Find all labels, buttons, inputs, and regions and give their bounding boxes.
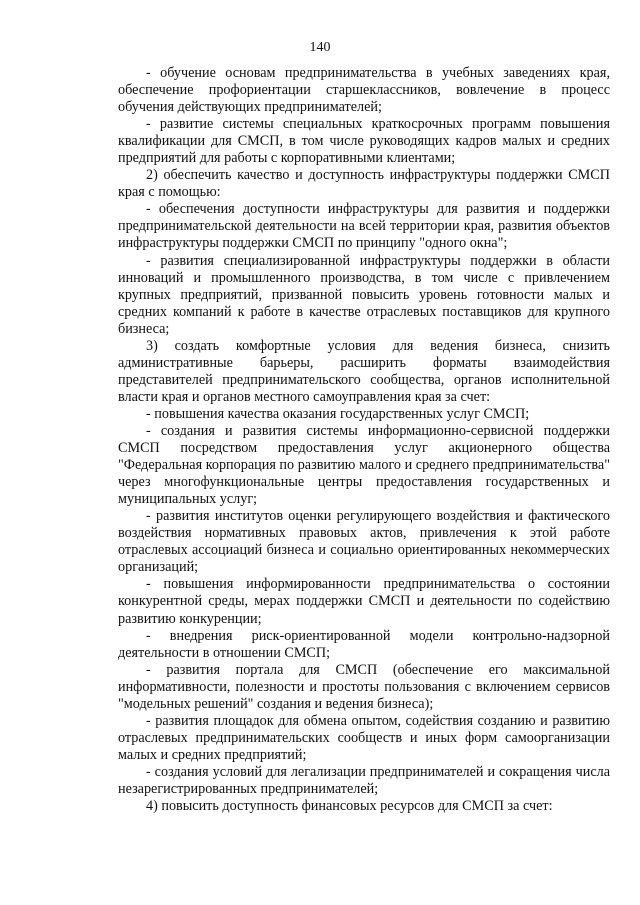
paragraph: - обучение основам предпринимательства в учебных заведениях края, обеспечение профориентации старшеклассников, вовлечение в процесс обучения действующих предпринимателей;	[118, 65, 610, 116]
paragraph: - развития площадок для обмена опытом, содействия созданию и развитию отраслевых предпринимательских сообществ и иных форм самоорганизации малых и средних предприятий;	[118, 712, 610, 763]
paragraph: - внедрения риск-ориентированной модели контрольно-надзорной деятельности в отношении СМСП;	[118, 627, 610, 661]
paragraph: 2) обеспечить качество и доступность инфраструктуры поддержки СМСП края с помощью:	[118, 167, 610, 201]
paragraph: - повышения качества оказания государственных услуг СМСП;	[146, 405, 530, 422]
body-text	[118, 65, 610, 815]
paragraph: - развития портала для СМСП (обеспечение его максимальной информативности, полезности и простоты пользования с включением сервисов "модельных решений" создания и ведения бизнеса);	[118, 661, 610, 712]
paragraph: - развитие системы специальных краткосрочных программ повышения квалификации для СМСП, в том числе руководящих кадров малых и средних предприятий для работы с корпоративными клиентами;	[118, 116, 610, 167]
paragraph: - создания и развития системы информационно-сервисной поддержки СМСП посредством предоставления услуг акционерного общества "Федеральная корпорация по развитию малого и среднего предпринимательства" через многофункциональные центры предоставления государственных и муниципальных услуг;	[118, 422, 610, 508]
page-number: 140	[309, 40, 331, 55]
paragraph: 4) повысить доступность финансовых ресурсов для СМСП за счет:	[146, 798, 553, 815]
paragraph: 3) создать комфортные условия для ведения бизнеса, снизить административные барьеры, расширить форматы взаимодействия представителей предпринимательского сообщества, органов исполнительной власти края и органов местного самоуправления края за счет:	[118, 337, 610, 405]
paragraph: - развития институтов оценки регулирующего воздействия и фактического воздействия нормативных правовых актов, привлечения к этой работе отраслевых ассоциаций бизнеса и социально ориентированных некоммерческих организаций;	[118, 508, 610, 576]
paragraph: - создания условий для легализации предпринимателей и сокращения числа незарегистрированных предпринимателей;	[118, 763, 610, 797]
paragraph: - обеспечения доступности инфраструктуры для развития и поддержки предпринимательской деятельности на всей территории края, развития объектов инфраструктуры поддержки СМСП по принципу "одного окна";	[118, 201, 610, 252]
paragraph: - повышения информированности предпринимательства о состоянии конкурентной среды, мерах поддержки СМСП и деятельности по содействию развитию конкуренции;	[118, 576, 610, 627]
paragraph: - развития специализированной инфраструктуры поддержки в области инноваций и промышленного производства, в том числе с привлечением крупных предприятий, призванной повысить уровень готовности малых и средних компаний к работе в качестве отраслевых поставщиков для крупного бизнеса;	[118, 252, 610, 337]
